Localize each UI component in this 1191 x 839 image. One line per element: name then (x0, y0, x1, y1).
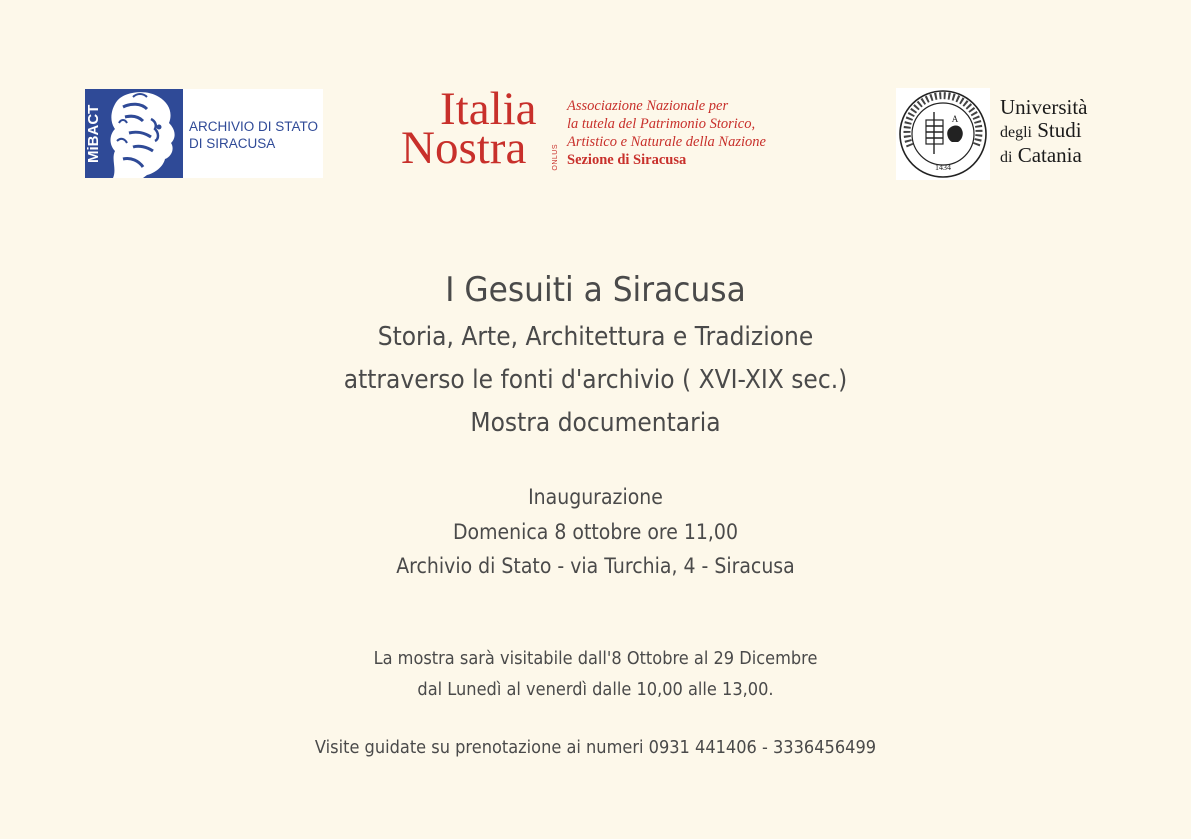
unict-line-1: Università (1000, 95, 1088, 119)
assoc-line-2: la tutela del Patrimonio Storico, (567, 116, 756, 132)
university-seal (896, 88, 990, 180)
sculpture-head-icon (103, 89, 183, 178)
archivio-line-1: ARCHIVIO DI STATO (189, 119, 319, 134)
archivio-di-stato-logo (85, 89, 323, 178)
inauguration-venue: Archivio di Stato - via Turchia, 4 - Siracusa (396, 554, 795, 578)
universita-catania-name (1000, 96, 1087, 169)
italia-nostra-logo (400, 83, 830, 178)
italia-nostra-word-italia: Italia (440, 83, 537, 135)
unict-di: di (1000, 149, 1013, 166)
archivio-di-stato-name (189, 118, 318, 178)
subtitle-line: attraverso le fonti d'archivio ( XVI-XIX sec.) (343, 365, 848, 395)
mibact-vertical-label: MiBACT (85, 104, 102, 163)
guided-tours-info: Visite guidate su prenotazione ai numeri 0931 441406 - 3336456499 (314, 737, 877, 758)
onlus-label: ONLUS (552, 144, 559, 171)
assoc-line-3: Artistico e Naturale della Nazione (567, 134, 766, 150)
visit-period: La mostra sarà visitabile dall'8 Ottobre al 29 Dicembre (373, 648, 818, 669)
unict-line-2 (1000, 119, 1087, 144)
italia-nostra-word-nostra: Nostra (401, 122, 527, 174)
inauguration-date: Domenica 8 ottobre ore 11,00 (452, 519, 738, 544)
subtitle-line: Storia, Arte, Architettura e Tradizione (377, 322, 814, 352)
sezione-label: Sezione di Siracusa (567, 152, 687, 168)
unict-degli: degli (1000, 124, 1032, 141)
unict-studi: Studi (1037, 118, 1082, 142)
visit-info (60, 643, 1132, 705)
inauguration-heading: Inaugurazione (528, 485, 663, 509)
seal-year: 1434 (935, 163, 951, 172)
italia-nostra-description (567, 97, 766, 169)
unict-catania: Catania (1017, 143, 1082, 167)
svg-text:A: A (951, 114, 959, 124)
visit-hours: dal Lunedì al venerdì dalle 10,00 alle 13,00. (417, 679, 774, 700)
subtitle-line: Mostra documentaria (470, 408, 721, 438)
unict-line-3 (1000, 144, 1087, 169)
mibact-emblem (85, 89, 183, 178)
university-seal-icon (896, 88, 990, 180)
universita-catania-logo (896, 88, 1116, 180)
inauguration-info (60, 480, 1132, 584)
assoc-line-1: Associazione Nazionale per (567, 98, 729, 114)
archivio-line-2: DI SIRACUSA (189, 136, 276, 151)
event-title: I Gesuiti a Siracusa (445, 270, 746, 310)
event-subtitle (60, 316, 1132, 445)
